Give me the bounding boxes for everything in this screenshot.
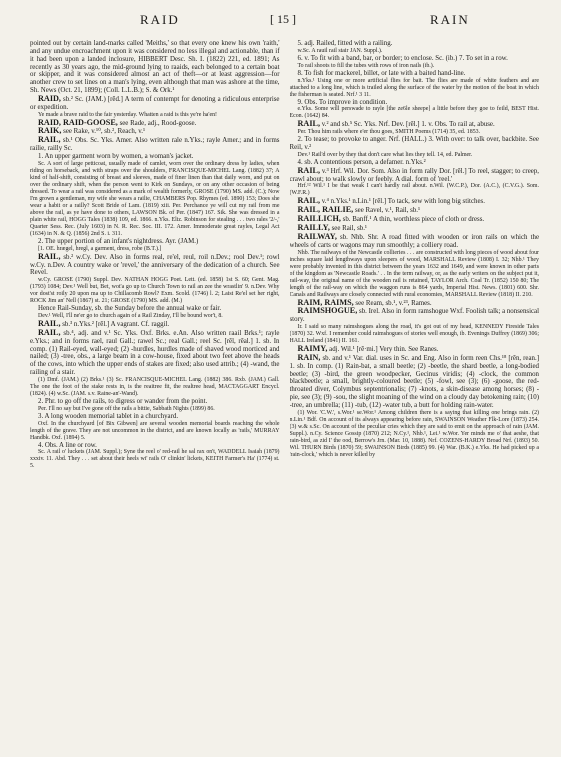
entry-definition: v.⁴ n.Yks.¹ n.Lin.¹ [rēl.] To tack, sew with long big stitches. bbox=[320, 198, 485, 206]
entry-headword: RAIL, bbox=[38, 327, 61, 337]
entry-text: 8. To fish for mackerel, billet, or late with a baited hand-line. bbox=[297, 69, 466, 77]
citation-text: Per. I'll no say but I've gone off the rails a bittie, Sabbath Nights (1899) 86. bbox=[38, 405, 215, 412]
dictionary-entry bbox=[30, 320, 280, 329]
entry-text: 4. Obs. A line or row. bbox=[38, 441, 97, 449]
entry-headword: RAIMSHOGUE, bbox=[297, 306, 358, 316]
entry-headword: RAIL, bbox=[297, 196, 321, 206]
dictionary-entry bbox=[290, 345, 540, 354]
citation-text: Dev.¹ Rail'd over by they that don't care what lies they tell. 14, ed. Palmer. bbox=[297, 151, 473, 158]
text-columns bbox=[30, 40, 539, 747]
entry-headword: RAIL, bbox=[297, 165, 321, 175]
entry-headword: RAID, bbox=[38, 93, 61, 103]
entry-headword: RAILLICH, bbox=[297, 214, 341, 224]
running-head-left: RAID bbox=[140, 12, 180, 27]
entry-headword: RAIL, bbox=[297, 119, 321, 129]
dictionary-entry bbox=[30, 136, 280, 153]
entry-definition: see Ravel, v.¹, Rail, sb.¹ bbox=[353, 207, 421, 215]
entry-headword: RAILLY, bbox=[297, 222, 330, 232]
entry-headword: RAIL, bbox=[38, 319, 61, 329]
entry-definition: see Rail, sb.¹ bbox=[329, 224, 367, 232]
entry-text: 2. The upper portion of an infant's nightdress. Ayr. (JAM.) bbox=[38, 237, 199, 245]
dictionary-entry bbox=[290, 167, 540, 184]
entry-headword: RAID, RAID-GOOSE, bbox=[38, 117, 118, 127]
left-column bbox=[30, 40, 280, 747]
entry-headword: RAIM, RAIMS, bbox=[297, 297, 354, 307]
citation-text: [1. OE. hrægel, hregl, a garment, dress, robe (B.T.).] bbox=[38, 245, 162, 252]
citation-text: Sc. A sort of large petticoat, usually made of camlet, worn over the ordinary dress by ladies, when riding on horseback, and with straps over the shoulders, FRANCISQUE-MICHEL Lang. (1882) 37; A kind of half-shift, consisting of breast and sleeves, made of finer linen than that daily worn, and put on over the ordinary shift, when the person went to Kirk on Sundays, or on any other occasion of being dressed. To wear a rail was considered as a mark of wealth formerly, GROSE (1790) MS. add. (C.); Now I'm grown a gentleman, my wife she wears a railie, CHAMBERS Pop. Rhymes (ed. 1890) 153; Does she wear a habit or a railly? Scott Bride of Lam. (1819) xiii. Per. Perchance ye will cut my rail from me above the rail, as ye have done to others, LAWSON Bk. of Per. (1847) 167. Sik. She was dressed in a plain white rail, HOGG Tales (1838) 109, ed. 1866. n.Yks. Eliz. Robinson for stealing . . . two rales '2/-,' Quarter Sess. Rec. (July 1603) in N. R. Rec. Soc. III. 172. Amer. Immoderate great rayles, Legal Act (1634) in N. & Q. (1856) 2nd S. i. 311. bbox=[30, 160, 280, 237]
citation-text: w.Cy. GROSE (1790) Suppl. Dev. NATHAN HOGG Poet. Lett. (ed. 1858) 1st S. 60; Gent. Mag. (1793) 1084; Dev.¹ Well but, Bet, wot'a go up to Church Town to rail an zee the wrastlin' 9. n.Dev. Why vor dost'st roily 20 upon ma up to Chillacomb Rowl? Exm. Scold. (1746) l. 2; Laist Re'el set her right, ROCK Jim an' Nell (1867) st. 21; GROSE (1790) MS. add. (M.) bbox=[30, 277, 280, 305]
running-head bbox=[30, 12, 539, 30]
citation-text: Dev.¹ Well, I'll ne'er go to church again of a Rail Zinday, I'll be bound wor't, 8. bbox=[38, 313, 223, 320]
entry-definition: sb. Irel. Also in form ramshogue Wxf. Foolish talk; a nonsensical story. bbox=[289, 308, 539, 324]
entry-text: pointed out by certain land-marks called 'Meiths,' so that every one knew his own 'raith,' and any undue encroachment upon it was considered no less illegal and actionable, than if it had been upon a landed inclosure, HIBBERT Desc. Sh. I. (1822) 221, ed. 1891; As recently as 30 years ago, the mid-ground lying to raaids, each belonged to a certain boat or skipper, and it was considered almost an act of theft—or at least aggression—for another crew to set lines on a man's lying, even although that man was ashore at the time, Sh. News (Oct. 21, 1899); (Coll. L.L.B.); S. & Ork.¹ bbox=[30, 40, 280, 95]
citation-text: (1) Wor. 'C.W.', s.Wor.¹ se.Wor.¹ Among children there is a saying that killing one brings rain. (2) n.Lin.¹ Bdf. On account of its always appearing before rain, SWAINSON Weather Flk-Lore (1873) 254. (3) w.& s.Sc. On account of the peculiar cries which they are said to emit on the approach of rain (JAM. Suppl.). n.Cy. Science Gossip (1870) 212; N.Cy.¹, Nhb.¹, Lei.¹ w.Wor. Yer minds me o' that aeshe, that rain-bird, as zid I' the ood, Berrow's Jrn. (Mar. 10, 1888). Nrf. COZENS-HARDY Broad Nrf. (1893) 50. Wil. THURN Birds (1870) 59; SWAINSON Birds (1885) 99. (4) War. (B.K.) e.Yks. He had picked up a 'rain-clock,' which is never killed by bbox=[289, 409, 539, 458]
dictionary-entry bbox=[290, 354, 540, 410]
citation-text: Ye made a brave raid to the fair yesterday. Whatten a raid is this ye're ha'en! bbox=[38, 111, 217, 118]
citation-text: Nhb. The railways of the Newcastle collieries . . . are constructed with long pieces of wood about four inches square laid lengthways upon sleepers of wood, MARSHALL Review (1808) I. 32; Nhb.¹ They were probably invented in this district between the years 1632 and 1649, and were known in other parts of the kingdom as 'Newcastle Roads.' . . In the term railway, or, as the early writers on the subject put it, rail-way, the original name of the wooden rail is retained, TAYLOR Arch. Coal Tr. (1852) 150 80; The length of the rail-way on which the waggon runs is 864 yards, Imperial Hist. News. (1801) 600. Shr. Canals and Railways are closely connected with rural economies, MARSHALL Review (1818) II. 210. bbox=[289, 249, 539, 298]
entry-headword: RAIL, bbox=[38, 135, 61, 145]
entry-text: 2. Phr. to go off the rails, to digress or wander from the point. bbox=[38, 397, 208, 405]
entry-text: 5. adj. Railed, fitted with a railing. bbox=[297, 40, 393, 47]
entry-definition: v.³ Hrf. Wil. Dor. Som. Also in form rally Dor. [rēl.] To reel, stagger; to creep, crawl about; to walk slowly or feebly. A dial. form of 'reel.' bbox=[289, 167, 539, 183]
citation-text: Sc. A rail o' luckets (JAM. Suppl.); Syne the reel o' red-rail he sal rax on't, WADDELL Isaiah (1879) xxxiv. 11. Abd. They . . . set about their heels wi' rails O' clinkin' lickets, KEITH Farmer's Ha' (1774) st. 5. bbox=[30, 449, 280, 470]
dictionary-entry bbox=[290, 233, 540, 250]
entry-headword: RAIK, bbox=[38, 126, 62, 136]
entry-text: 4. sb. A contentious person, a defamer. n.Yks.² bbox=[297, 158, 426, 166]
entry-text: 2. To tease; to provoke to anger. Nrf. (HALL.) 3. With over: to talk over, backbite. See Reil, v.² bbox=[289, 136, 539, 152]
entry-definition: sb.² Sc. (JAM.) [rēd.] A term of contempt for denoting a ridiculous enterprise or expedition. bbox=[30, 95, 280, 111]
entry-headword: RAILWAY, bbox=[297, 231, 337, 241]
citation-text: e.Yks. Some will perswade to rayle [the ze6le sheepe] a little before they goe to feild, BEST Hist. Econ. (1642) 84. bbox=[289, 106, 539, 120]
entry-definition: see Rade, adj., Rood-goose. bbox=[117, 119, 197, 127]
dictionary-entry bbox=[290, 307, 540, 324]
entry-headword: RAIN, bbox=[297, 352, 321, 362]
citation-text: Ir. I said so many raimshogues along the road, it's got out of my head, KENNEDY Fireside Tales (1870) 32. Wxf. I remember could raimshogues of stories well enough, ib. Evenings Duffrey (1869) 306; HALL Ireland (1841) II. 161. bbox=[289, 324, 539, 345]
citation-text: Hrf.¹² Wil.¹ I be that weak I can't hardly rail about. n.Wil. (W.C.P.), Dor. (A.C.), (C.V.G.). Som. (W.F.R.) bbox=[289, 183, 539, 197]
entry-definition: v.² and sb.⁵ Sc. Yks. Nrf. Dev. [rēl.] 1. v. Obs. To rail at, abuse. bbox=[320, 121, 495, 129]
entry-definition: sb.⁴, adj. and v.¹ Sc. Yks. Oxf. Brks. e.An. Also written raail Brks.¹; rayle e.Yks.; and in forms rael, raul Gall.; rawel Sc.; real Gall.; reel Sc. [rēl, rēal.] 1. sb. In comp. (1) Rail-eyed, wall-eyed; (2) -hurdles, hurdles made of shaved wood morticed and nailed; (3) -tree, obs., a large beam in a cow-house, fixed about two feet above the heads of the cows, into which the upper ends of stakes are fixed; also used attrib.; (4) -wand, the railing of a stair. bbox=[30, 329, 280, 377]
dictionary-entry bbox=[30, 127, 280, 136]
entry-definition: sb.¹ Obs. Sc. Yks. Amer. Also written rale n.Yks.; rayle Amer.; and in forms railie, railly Sc. bbox=[30, 137, 280, 153]
entry-definition: sb. and v.¹ Var. dial. uses in Sc. and Eng. Also in form reen Chs.¹⁸ [rēn, rean.] 1. sb. In comp. (1) Rain-bat, a small beetle; (2) -beetle, the shard beetle, a long-bodied beetle; (3) -bird, the green woodpecker, Gecinus viridis; (4) -clock, the common blackbeetle; a small, brightly-coloured beetle; (5) -fowl, see (3); (6) -goose, the red-throated diver, Colymbus septentrionalis; (7) -knots, a skin-disease among horses; (8) -pie, see (3); (9) -sou, the slight moaning of the wind on a cloudy day betokening rain; (10) -tree, an umbrella; (11) -tub, (12) -water tub, a butt for holding rain-water. bbox=[289, 354, 539, 409]
dictionary-entry bbox=[30, 329, 280, 377]
dictionary-entry bbox=[290, 120, 540, 129]
entry-definition: sb.³ n.Yks.² [rēl.] A vagrant. Cf. raggil. bbox=[60, 321, 170, 329]
entry-text: 3. A long wooden memorial tablet in a churchyard. bbox=[38, 412, 179, 420]
entry-definition: see Ream, sb.¹, v.²³, Rames. bbox=[353, 299, 432, 307]
running-head-right: RAIN bbox=[430, 12, 470, 27]
entry-text: 9. Obs. To improve in condition. bbox=[297, 98, 388, 106]
entry-definition: adj. Wil.¹ [rē·mi.] Very thin. See Ranes. bbox=[327, 346, 439, 354]
dictionary-entry bbox=[30, 253, 280, 278]
citation-text: Per. Thou him rails where e'er thou goes, SMITH Poems (1714) 35, ed. 1853. bbox=[297, 129, 481, 136]
page-number: [ 15 ] bbox=[270, 12, 296, 26]
entry-headword: RAIL, bbox=[38, 251, 61, 261]
entry-headword: RAIL, RAILIE, bbox=[297, 205, 354, 215]
citation-text: To rail shoots to fill the tubes with rows of iron nails (ib.). bbox=[297, 62, 435, 69]
dictionary-entry bbox=[30, 95, 280, 112]
entry-definition: sb. Banff.¹ A thin, worthless piece of cloth or dress. bbox=[340, 216, 485, 224]
citation-text: n.Yks.¹ Using one or more artificial flies for bait. The flies are made of white feathers and are attached to a long line, which is trailed along the surface of the water by the motion of the boat in which the fisherman is seated. Nrf.¹ 3 11. bbox=[289, 77, 539, 98]
citation-text: (1) Dmf. (JAM.) (2) Brks.¹ (3) Sc. FRANCISQUE-MICHEL Lang. (1882) 386. Rxb. (JAM.) Gall. The one the foot of the stake rests in, is the reaitree fit, the realtree head, MACTAGGART Encycl. (1824). (4) w.Sc. (JAM. s.v. Raine-an'-Wand). bbox=[30, 376, 280, 397]
dictionary-entry bbox=[30, 119, 280, 128]
citation-text: w.Sc. A rauil rail stair JAN. Suppl.). bbox=[297, 47, 383, 54]
entry-text: 1. An upper garment worn by women, a woman's jacket. bbox=[38, 152, 194, 160]
entry-text: 6. v. To fit with a band, bar, or border; to enclose. Sc. (ib.) 7. To set in a row. bbox=[297, 54, 508, 62]
entry-definition: sb. Nhb. Shr. A road fitted with wooden or iron rails on which the wheels of carts or wagons may run smoothly; a colliery road. bbox=[289, 233, 539, 249]
citation-text: Oxf. In the churchyard [of Bix Gibwen] are several wooden memorial boards reaching the whole length of the grave. They are not uncommon in the district, and are known locally as 'rails,' MURRAY Handbk. Oxf. (1894) 5. bbox=[30, 420, 280, 441]
right-column bbox=[290, 40, 540, 747]
entry-definition: see Rake, v.¹⁰, sb.², Reach, v.¹ bbox=[61, 128, 146, 136]
entry-definition: sb.² w.Cy. Dev. Also in forms real, re'el, reul, roil n.Dev.; rool Dev.¹; rowl w.Cy. n.Dev. A country wake or 'revel,' the anniversary of the dedication of a church. See Revel. bbox=[30, 253, 280, 277]
entry-text: Hence Rail-Sunday, sb. the Sunday before the annual wake or fair. bbox=[38, 305, 222, 313]
entry-headword: RAIMY, bbox=[297, 344, 328, 354]
